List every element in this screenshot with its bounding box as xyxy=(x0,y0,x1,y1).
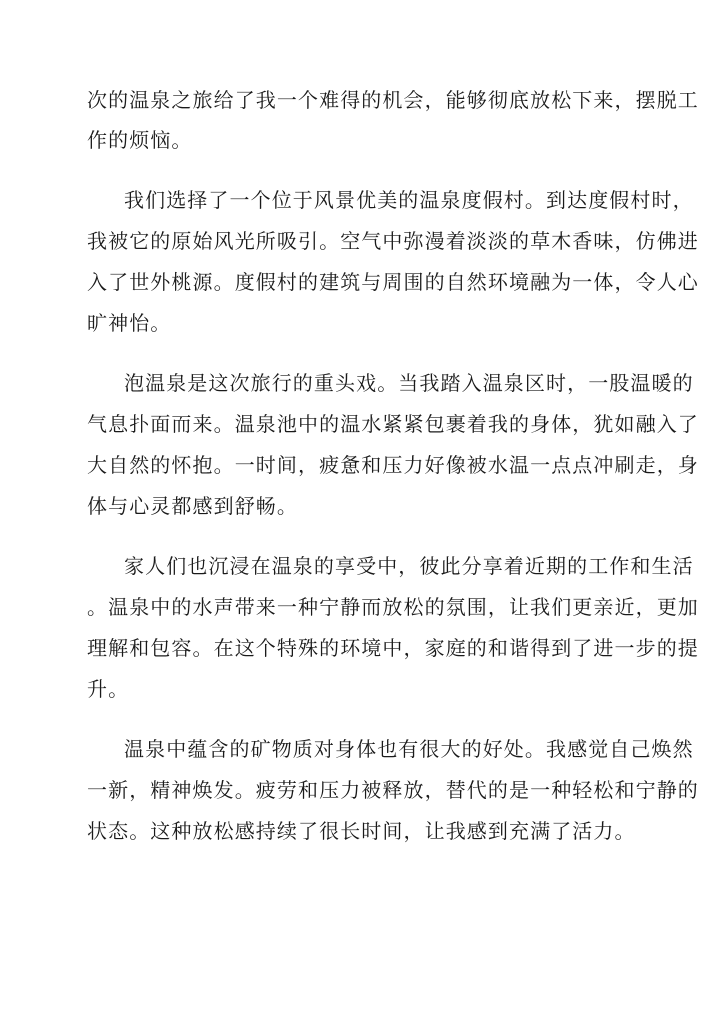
paragraph-2-line-3: 入了世外桃源。度假村的建筑与周围的自然环境融为一体，令人心 xyxy=(87,270,699,294)
paragraph-5-line-3: 状态。这种放松感持续了很长时间，让我感到充满了活力。 xyxy=(87,819,636,843)
paragraph-3-line-1: 泡温泉是这次旅行的重头戏。当我踏入温泉区时，一股温暖的 xyxy=(124,371,694,395)
paragraph-3-line-2: 气息扑面而来。温泉池中的温水紧紧包裹着我的身体，犹如融入了 xyxy=(87,412,699,436)
paragraph-5-line-2: 一新，精神焕发。疲劳和压力被释放，替代的是一种轻松和宁静的 xyxy=(87,778,699,802)
paragraph-3-line-3: 大自然的怀抱。一时间，疲惫和压力好像被水温一点点冲刷走，身 xyxy=(87,453,699,477)
paragraph-2-line-2: 我被它的原始风光所吸引。空气中弥漫着淡淡的草木香味，仿佛进 xyxy=(87,229,699,253)
paragraph-1-line-1: 次的温泉之旅给了我一个难得的机会，能够彻底放松下来，摆脱工 xyxy=(87,88,699,112)
paragraph-4-line-2: 。温泉中的水声带来一种宁静而放松的氛围，让我们更亲近，更加 xyxy=(87,595,699,619)
paragraph-2-line-1: 我们选择了一个位于风景优美的温泉度假村。到达度假村时， xyxy=(124,188,694,212)
paragraph-3-line-4: 体与心灵都感到舒畅。 xyxy=(87,494,298,518)
paragraph-5-line-1: 温泉中蕴含的矿物质对身体也有很大的好处。我感觉自己焕然 xyxy=(124,737,694,761)
paragraph-4-line-1: 家人们也沉浸在温泉的享受中，彼此分享着近期的工作和生活 xyxy=(124,554,694,578)
paragraph-2-line-4: 旷神怡。 xyxy=(87,311,172,335)
paragraph-4-line-3: 理解和包容。在这个特殊的环境中，家庭的和谐得到了进一步的提 xyxy=(87,636,699,660)
paragraph-1-line-2: 作的烦恼。 xyxy=(87,128,193,152)
paragraph-4-line-4: 升。 xyxy=(87,677,130,701)
